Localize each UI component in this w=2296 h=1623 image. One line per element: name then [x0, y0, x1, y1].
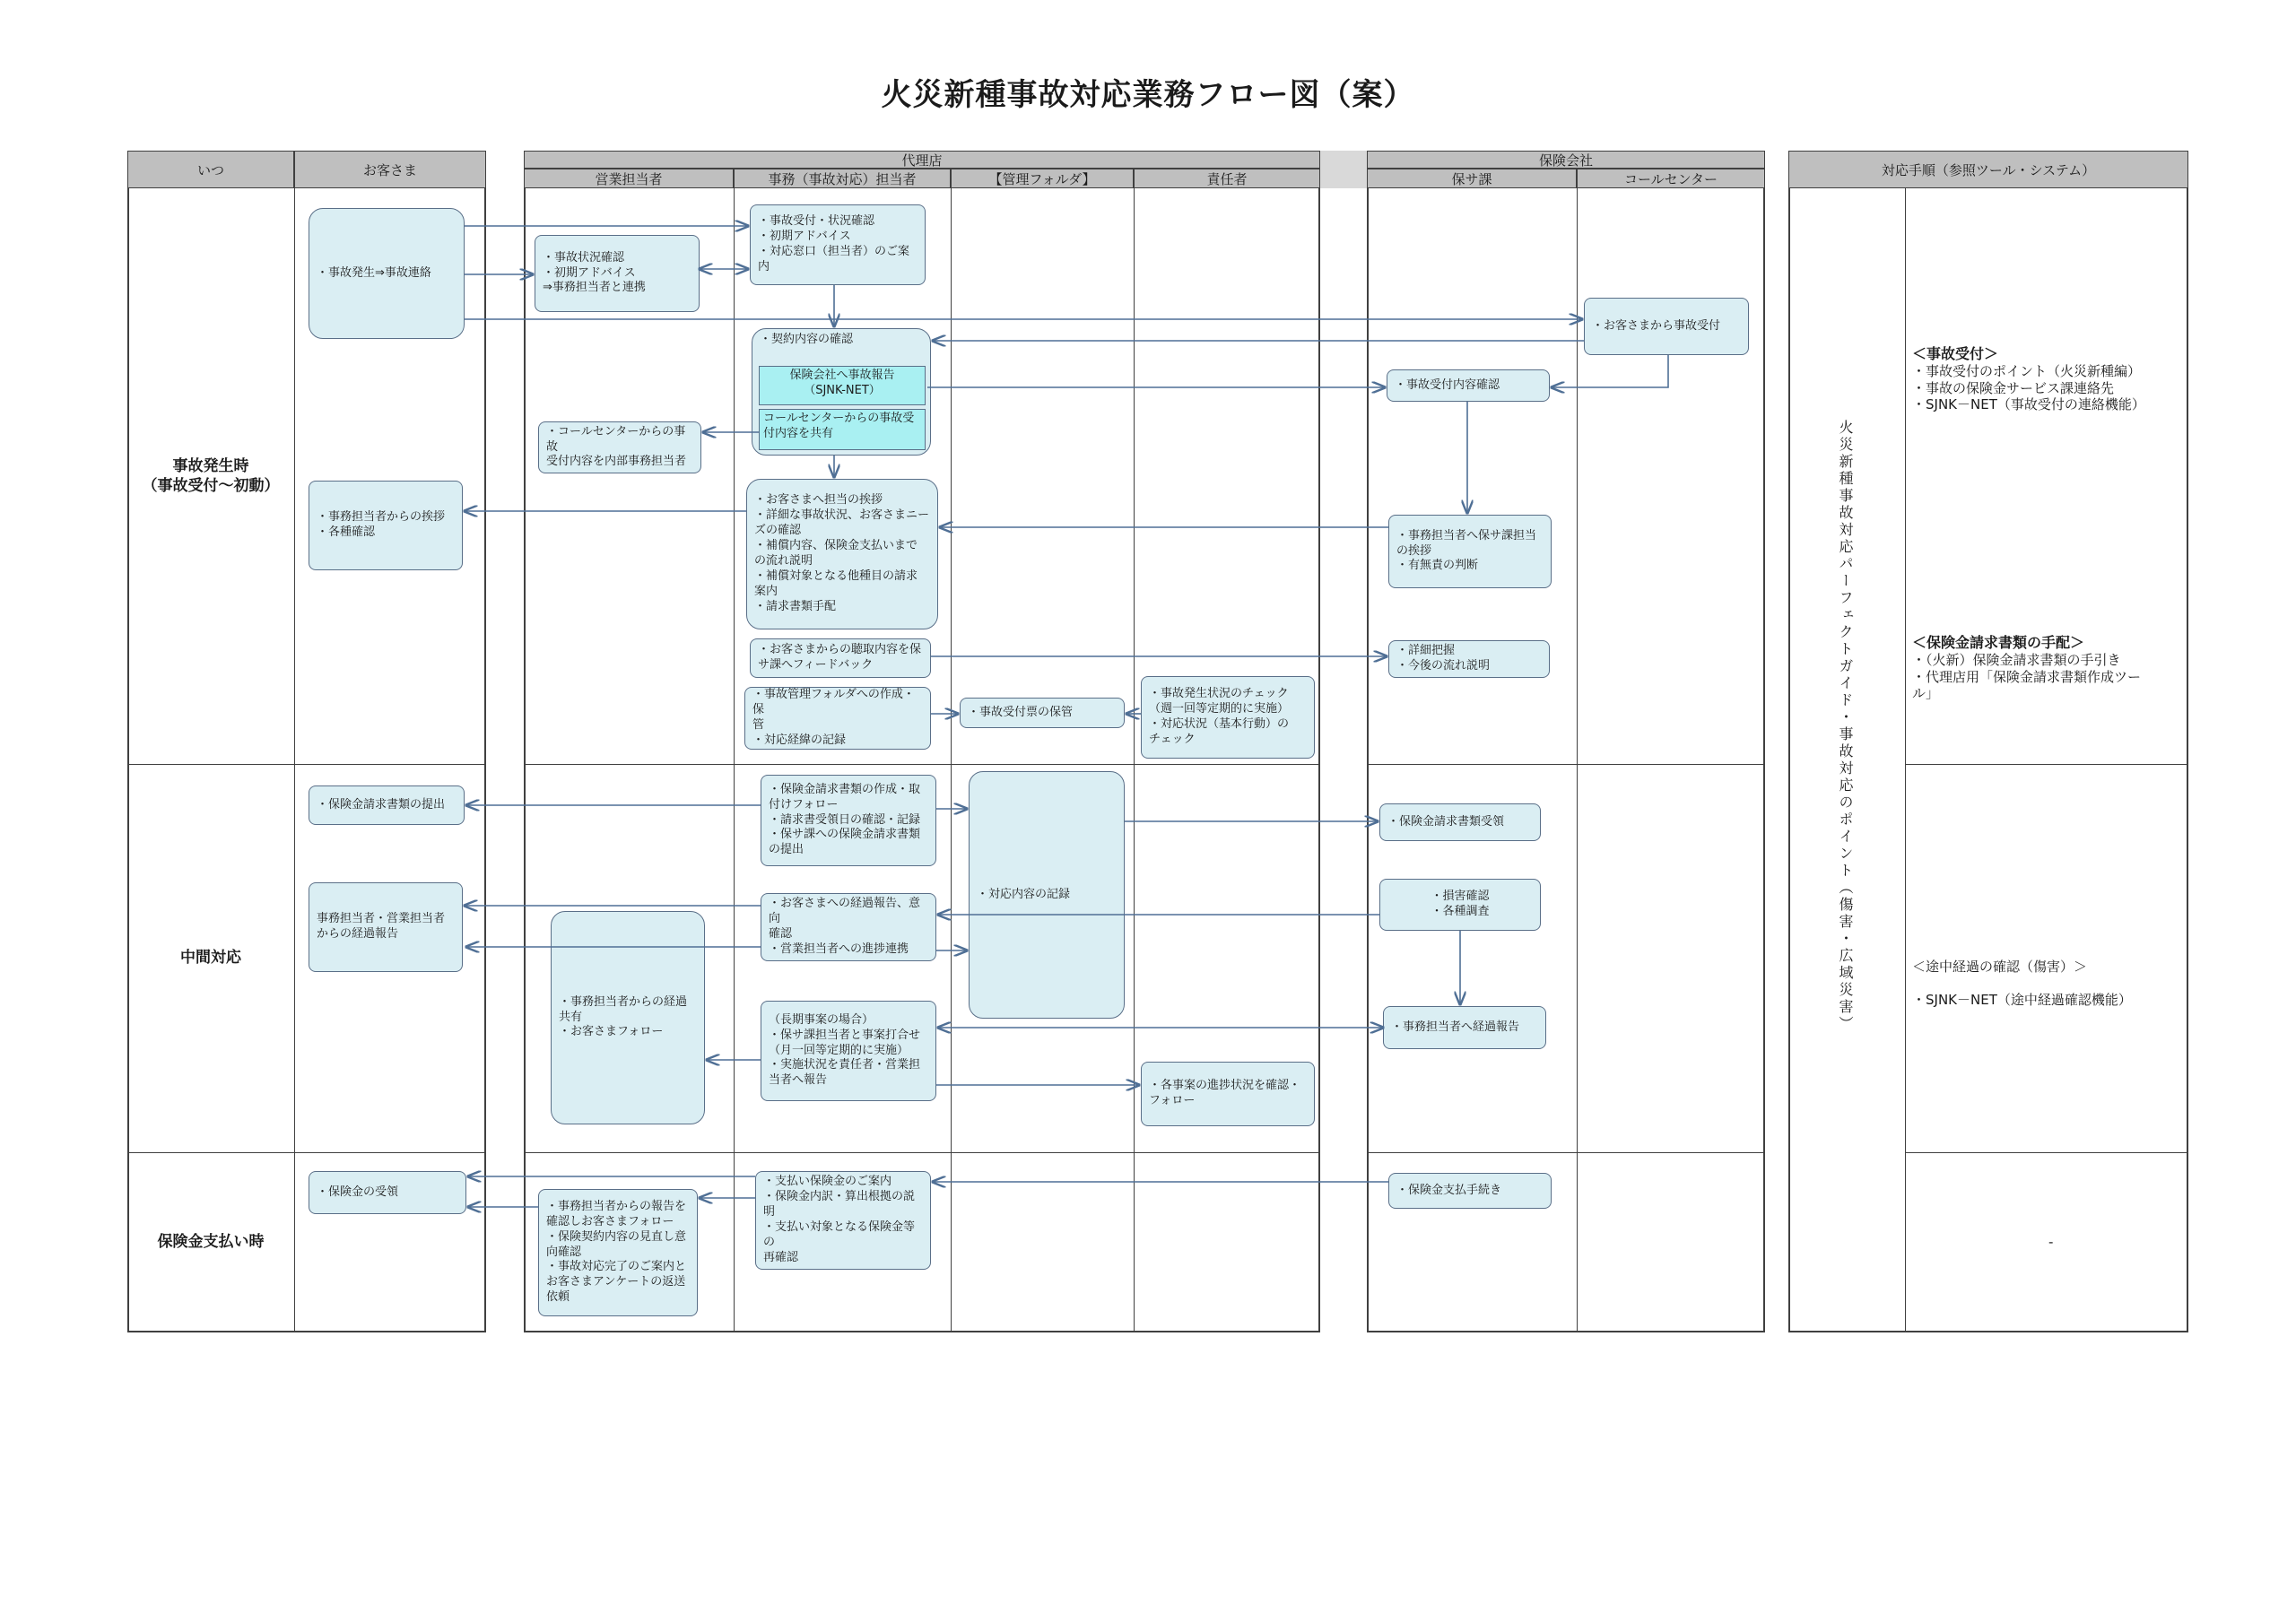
callcenter-reception: ・お客さまから事故受付	[1584, 298, 1749, 355]
section-reception-body: ・事故受付のポイント（火災新種編） ・事故の保険金サービス課連絡先 ・SJNK－NET（事故受付の連絡機能）	[1912, 362, 2145, 413]
header-procedure: 対応手順（参照ツール・システム）	[1788, 151, 2188, 188]
section-progress-body: ・SJNK－NET（途中経過確認機能）	[1912, 992, 2132, 1009]
sales-status-check: ・事故状況確認 ・初期アドバイス ⇒事務担当者と連携	[535, 235, 700, 312]
header-agency: 代理店	[524, 151, 1320, 169]
header-insurer: 保険会社	[1367, 151, 1765, 169]
section-claimdocs-head: ＜保険金請求書類の手配＞	[1912, 633, 2085, 651]
hoza-reception-check: ・事故受付内容確認	[1387, 369, 1550, 402]
hoza-greeting-judgement: ・事務担当者へ保サ課担当 の挨拶 ・有無責の判断	[1388, 515, 1552, 588]
clerk-greeting-explain: ・お客さまへ担当の挨拶 ・詳細な事故状況、お客さまニー ズの確認 ・補償内容、保険金支払いまで の流れ説明 ・補償対象となる他種目の請求 案内 ・請求書類手配	[746, 479, 938, 629]
folder-accident-slip: ・事故受付票の保管	[960, 698, 1125, 728]
hoza-progress-report: ・事務担当者へ経過報告	[1383, 1006, 1546, 1049]
sales-confirm-follow: ・事務担当者からの報告を 確認しお客さまフォロー ・保険契約内容の見直し意 向確認 ・事故対応完了のご案内と お客さまアンケートの返送 依頼	[538, 1189, 698, 1316]
insurer-report-sjnk: 保険会社へ事故報告 （SJNK-NET）	[759, 366, 926, 405]
customer-receive-payment: ・保険金の受領	[309, 1171, 466, 1214]
sales-follow: ・事務担当者からの経過 共有 ・お客さまフォロー	[551, 911, 705, 1124]
page-title: 火災新種事故対応業務フロー図（案）	[881, 77, 1415, 113]
section-claimdocs-body: ・（火新）保険金請求書類の手引き ・代理店用「保険金請求書類作成ツー ル」	[1912, 651, 2142, 702]
folder-record-content: ・対応内容の記録	[969, 771, 1125, 1019]
row-label-initial: 事故発生時 （事故受付～初動）	[142, 456, 280, 495]
customer-greeting: ・事務担当者からの挨拶 ・各種確認	[309, 481, 463, 570]
customer-submit-claim: ・保険金請求書類の提出	[309, 785, 465, 825]
customer-accident-report: ・事故発生⇒事故連絡	[309, 208, 465, 339]
hoza-payment-procedure: ・保険金支払手続き	[1388, 1173, 1552, 1209]
callcenter-info-share: コールセンターからの事故受 付内容を共有	[759, 409, 926, 450]
clerk-payment-guide: ・支払い保険金のご案内 ・保険金内訳・算出根拠の説 明 ・支払い対象となる保険金等の 再確認	[755, 1171, 931, 1270]
contract-check-label: ・契約内容の確認	[760, 333, 854, 346]
manager-check: ・事故発生状況のチェック （週一回等定期的に実施） ・対応状況（基本行動）の チェック	[1141, 676, 1315, 759]
header-sales: 営業担当者	[524, 169, 734, 188]
header-folder: 【管理フォルダ】	[951, 169, 1134, 188]
header-clerk: 事務（事故対応）担当者	[734, 169, 951, 188]
header-manager: 責任者	[1134, 169, 1320, 188]
hoza-detail: ・詳細把握 ・今後の流れ説明	[1388, 640, 1550, 678]
row-label-payment: 保険金支払い時	[157, 1233, 265, 1252]
header-customer: お客さま	[294, 151, 486, 188]
clerk-folder-record: ・事故管理フォルダへの作成・保 管 ・対応経緯の記録	[744, 687, 931, 750]
clerk-reception: ・事故受付・状況確認 ・初期アドバイス ・対応窓口（担当者）のご案内	[750, 204, 926, 285]
header-callcenter: コールセンター	[1577, 169, 1765, 188]
guide-vertical-title: 火災新種事故対応パーフェクトガイド・事故対応のポイント（傷害・広域災害）	[1837, 420, 1854, 1033]
procedure-section-payment: -	[2048, 1234, 2054, 1250]
section-progress-head: ＜途中経過の確認（傷害）＞	[1912, 958, 2088, 975]
hoza-receive-docs: ・保険金請求書類受領	[1379, 803, 1541, 841]
customer-progress-report: 事務担当者・営業担当者 からの経過報告	[309, 882, 463, 972]
header-when: いつ	[127, 151, 294, 188]
manager-follow: ・各事案の進捗状況を確認・ フォロー	[1141, 1062, 1315, 1126]
hoza-damage-survey: ・損害確認 ・各種調査	[1379, 879, 1541, 931]
clerk-progress-report: ・お客さまへの経過報告、意向 確認 ・営業担当者への進捗連携	[761, 893, 936, 961]
clerk-feedback: ・お客さまからの聴取内容を保 サ課へフィードバック	[750, 638, 931, 678]
header-hoza: 保サ課	[1367, 169, 1577, 188]
section-reception-head: ＜事故受付＞	[1912, 344, 1999, 362]
sales-callcenter-share: ・コールセンターからの事故 受付内容を内部事務担当者	[538, 421, 701, 473]
row-label-intermediate: 中間対応	[180, 949, 241, 968]
arrow-callcenter-to-hoza	[1552, 355, 1668, 387]
clerk-claim-docs: ・保険金請求書類の作成・取 付けフォロー ・請求書受領日の確認・記録 ・保サ課への保険金請求書類 の提出	[761, 775, 936, 866]
clerk-long-term: （長期事案の場合） ・保サ課担当者と事案打合せ （月一回等定期的に実施） ・実施状況を責任者・営業担 当者へ報告	[761, 1001, 936, 1101]
